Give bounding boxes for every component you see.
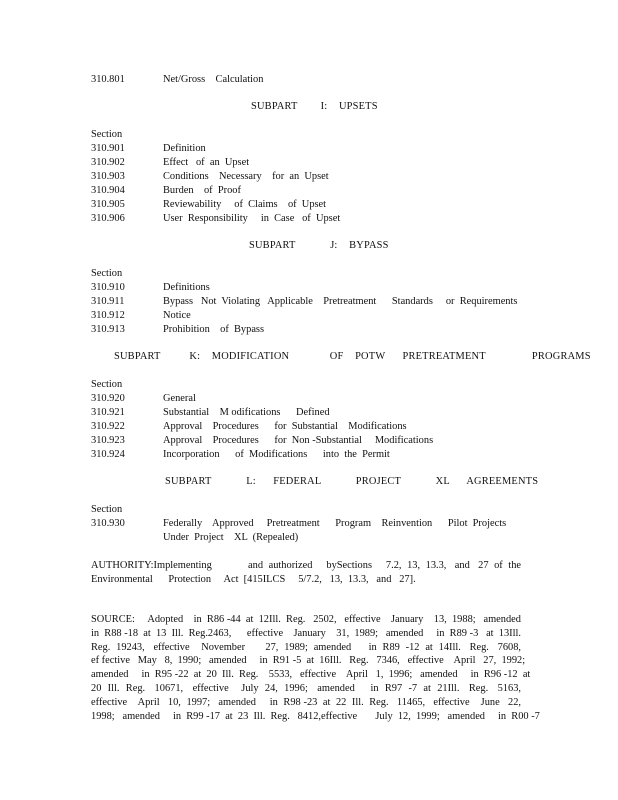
subpart-k-heading: SUBPART K: MODIFICATION OF POTW PRETREATMENT PROGRAMS (114, 351, 591, 362)
section-number: 310.921 (91, 407, 125, 418)
section-title: Burden of Proof (163, 185, 241, 196)
subpart-j-heading: SUBPART J: BYPASS (249, 240, 389, 251)
section-number: 310.905 (91, 199, 125, 210)
section-number: 310.906 (91, 213, 125, 224)
section-number: 310.902 (91, 157, 125, 168)
section-number: 310.910 (91, 282, 125, 293)
source-line: in R88 -18 at 13 Ill. Reg.2463, effective January 31, 1989; amended in R89 -3 at 13Ill. (91, 627, 521, 639)
section-number: 310.913 (91, 324, 125, 335)
subpart-l-heading: SUBPART L: FEDERAL PROJECT XL AGREEMENTS (165, 476, 539, 487)
section-number: 310.801 (91, 74, 125, 85)
subpart-i-heading: SUBPART I: UPSETS (251, 101, 378, 112)
section-title: Bypass Not Violating Applicable Pretreatment Standards or Requirements (163, 296, 518, 307)
section-title: Reviewability of Claims of Upset (163, 199, 327, 210)
source-line: effective April 10, 1997; amended in R98 -23 at 22 Ill. Reg. 11465, effective June 22, (91, 696, 521, 708)
section-number: 310.923 (91, 435, 125, 446)
section-title: Incorporation of Modifications into the Permit (163, 449, 390, 460)
source-line: 20 Ill. Reg. 10671, effective July 24, 1996; amended in R97 -7 at 21Ill. Reg. 5163, (91, 682, 521, 694)
section-label: Section (91, 504, 123, 515)
authority-line: AUTHORITY:Implementing and authorized bySections 7.2, 13, 13.3, and 27 of the (91, 560, 521, 571)
section-number: 310.924 (91, 449, 125, 460)
section-title: Definitions (163, 282, 210, 293)
section-title: Definition (163, 143, 206, 154)
section-number: 310.930 (91, 518, 125, 529)
section-label: Section (91, 129, 123, 140)
source-line: SOURCE: Adopted in R86 -44 at 12Ill. Reg. 2502, effective January 13, 1988; amended (91, 614, 521, 625)
section-number: 310.903 (91, 171, 125, 182)
section-number: 310.901 (91, 143, 125, 154)
section-title: Net/Gross Calculation (163, 74, 264, 85)
section-title: Prohibition of Bypass (163, 324, 265, 335)
section-title: Substantial M odifications Defined (163, 407, 330, 418)
section-number: 310.904 (91, 185, 125, 196)
authority-note (91, 559, 521, 587)
section-title: General (163, 393, 196, 404)
section-number: 310.912 (91, 310, 125, 321)
section-title-continued: Under Project XL (Repealed) (163, 532, 299, 543)
source-note (91, 613, 540, 723)
source-line: amended in R95 -22 at 20 Ill. Reg. 5533, effective April 1, 1996; amended in R96 -12 at (91, 669, 531, 681)
source-line: 1998; amended in R99 -17 at 23 Ill. Reg. 8412,effective July 12, 1999; amended in R00 -7 (91, 710, 540, 722)
section-title: Approval Procedures for Substantial Modifications (163, 421, 407, 432)
source-line: ef fective May 8, 1990; amended in R91 -5 at 16Ill. Reg. 7346, effective April 27, 1992; (91, 655, 526, 667)
section-title: Notice (163, 310, 191, 321)
authority-line: Environmental Protection Act [415ILCS 5/7.2, 13, 13.3, and 27]. (91, 573, 416, 585)
section-title: User Responsibility in Case of Upset (163, 213, 341, 224)
source-line: Reg. 19243, effective November 27, 1989; amended in R89 -12 at 14Ill. Reg. 7608, (91, 641, 521, 653)
section-label: Section (91, 379, 123, 390)
section-number: 310.922 (91, 421, 125, 432)
section-title: Federally Approved Pretreatment Program Reinvention Pilot Projects (163, 518, 507, 529)
section-label: Section (91, 268, 123, 279)
section-number: 310.920 (91, 393, 125, 404)
section-title: Approval Procedures for Non -Substantial Modifications (163, 435, 434, 446)
section-title: Effect of an Upset (163, 157, 250, 168)
section-title: Conditions Necessary for an Upset (163, 171, 329, 182)
section-number: 310.911 (91, 296, 125, 307)
